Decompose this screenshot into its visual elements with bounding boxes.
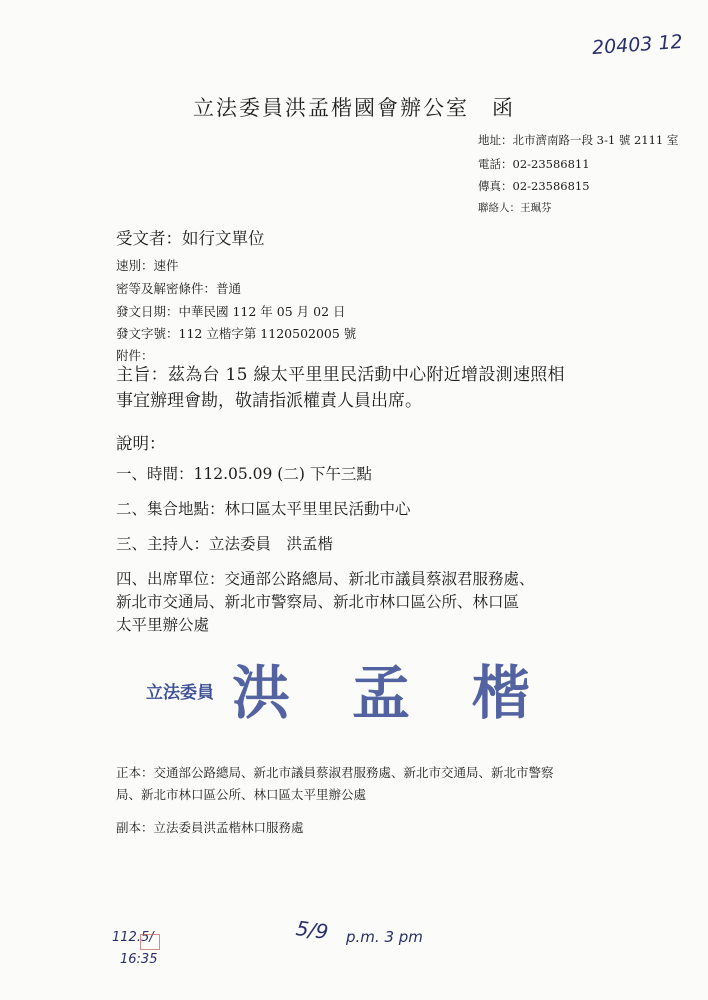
copy-recipients: 副本：立法委員洪孟楷林口服務處 [116,820,304,835]
item-attendees-line-2: 新北市交通局、新北市警察局、新北市林口區公所、林口區 [116,593,520,611]
issue-date: 發文日期：中華民國 112 年 05 月 02 日 [116,304,346,319]
attachment: 附件： [116,348,154,363]
seal-name: 洪 孟 楷 [232,659,533,727]
item-location: 二、集合地點：林口區太平里里民活動中心 [116,500,411,518]
item-time: 一、時間：112.05.09 (二) 下午三點 [116,465,372,483]
handwritten-time-bottom-left: 16:35 [120,952,158,967]
handwritten-note-top-right: 20403 12 [591,30,684,60]
original-recipients-line-2: 局、新北市林口區公所、林口區太平里辦公處 [116,787,367,802]
recipient: 受文者：如行文單位 [116,229,265,248]
explanation-label: 說明： [116,434,166,453]
phone: 電話：02-23586811 [478,157,590,171]
received-stamp [140,934,160,950]
fax: 傳真：02-23586815 [478,179,590,193]
secrecy-class: 密等及解密條件：普通 [116,281,242,296]
official-seal [146,652,533,727]
subject-line-1: 主旨：茲為台 15 線太平里里民活動中心附近增設測速照相 [116,365,565,385]
handwritten-note-bottom-center: 5/9 [294,915,330,945]
item-attendees-line-3: 太平里辦公處 [116,616,210,634]
speed-class: 速別：速件 [116,258,179,273]
seal-small-text: 立法委員 [146,683,214,703]
document-number: 發文字號：112 立楷字第 1120502005 號 [116,326,357,341]
item-attendees-line-1: 四、出席單位：交通部公路總局、新北市議員蔡淑君服務處、 [116,570,535,588]
contact-person: 聯絡人：王珮芬 [478,202,552,214]
subject-line-2: 事宜辦理會勘，敬請指派權責人員出席。 [116,391,422,411]
handwritten-date-bottom-left: 112.5/ [112,930,154,945]
handwritten-note-bottom-center-2: p.m. 3 pm [346,928,423,946]
address: 地址：北市濟南路一段 3-1 號 2111 室 [478,133,679,147]
item-host: 三、主持人：立法委員 洪孟楷 [116,535,334,553]
original-recipients-line-1: 正本：交通部公路總局、新北市議員蔡淑君服務處、新北市交通局、新北市警察 [116,765,554,780]
document-title: 立法委員洪孟楷國會辦公室 函 [193,96,515,120]
